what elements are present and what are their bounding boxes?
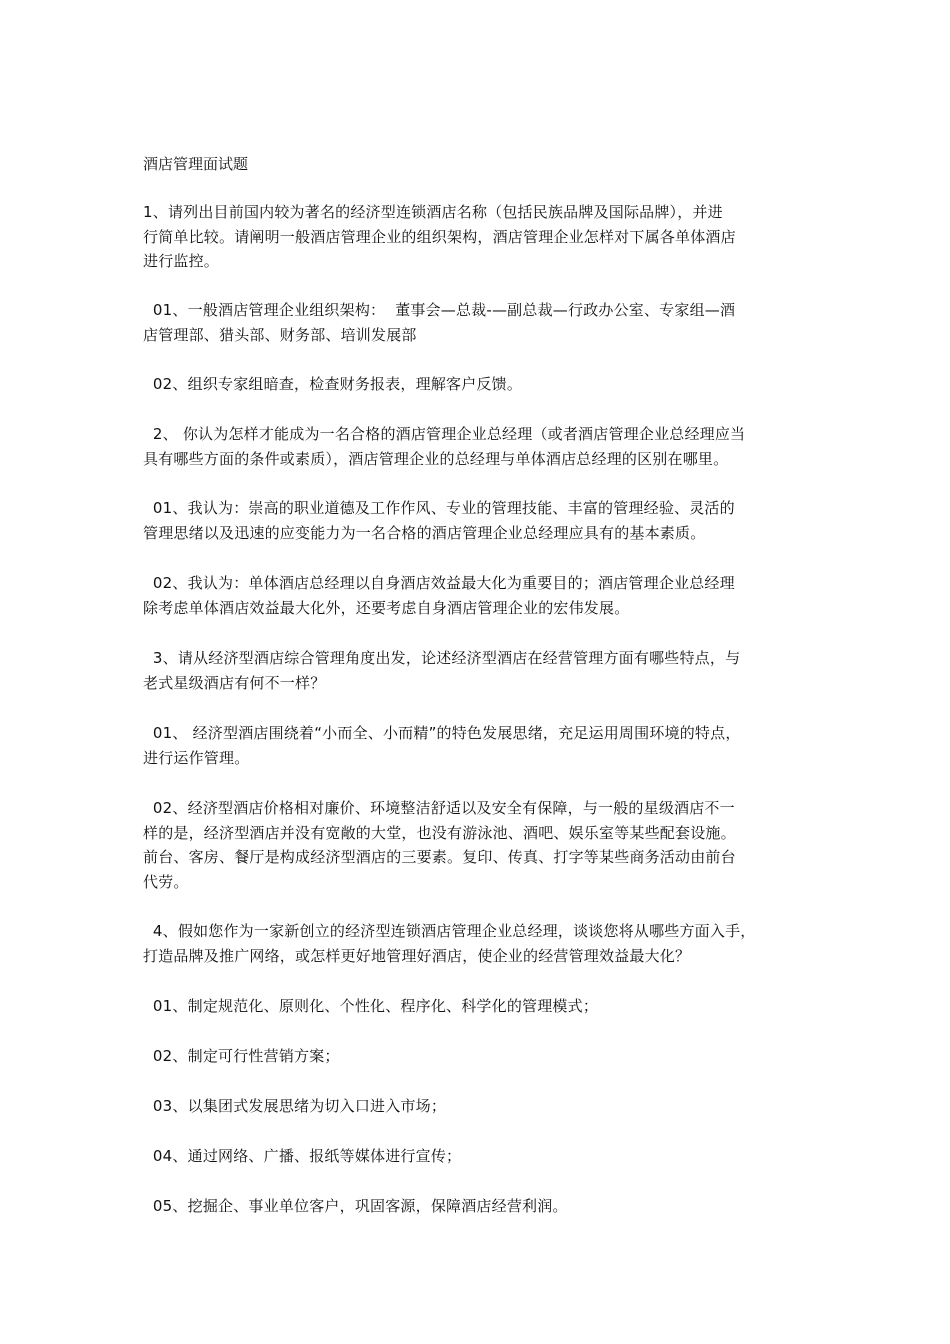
paragraph-line: 01、制定规范化、原则化、个性化、程序化、科学化的管理模式； <box>143 997 599 1015</box>
paragraph-line: 05、挖掘企、事业单位客户，巩固客源，保障酒店经营利润。 <box>143 1197 568 1215</box>
paragraph-line: 老式星级酒店有何不一样？ <box>143 673 326 692</box>
paragraph-line: 代劳。 <box>143 872 189 891</box>
paragraph-line: 03、以集团式发展思绪为切入口进入市场； <box>143 1097 447 1115</box>
answer-2-02 <box>143 571 813 620</box>
question-4 <box>143 919 813 968</box>
answer-4-03 <box>143 1094 813 1119</box>
answer-4-05 <box>143 1194 813 1219</box>
paragraph-line: 店管理部、猎头部、财务部、培训发展部 <box>143 325 417 344</box>
answer-1-02 <box>143 372 813 397</box>
paragraph-line: 02、我认为：单体酒店总经理以自身酒店效益最大化为重要目的；酒店管理企业总经理 <box>143 574 735 592</box>
paragraph-line: 进行运作管理。 <box>143 748 250 767</box>
paragraph-line: 打造品牌及推广网络，或怎样更好地管理好酒店，使企业的经营管理效益最大化？ <box>143 946 691 965</box>
question-1 <box>143 200 813 274</box>
answer-4-01 <box>143 994 813 1019</box>
answer-3-02 <box>143 796 813 894</box>
paragraph-line: 进行监控。 <box>143 252 220 270</box>
paragraph-line: 2、 你认为怎样才能成为一名合格的酒店管理企业总经理（或者酒店管理企业总经理应当 <box>143 425 746 443</box>
answer-1-01 <box>143 298 813 347</box>
paragraph-line: 01、一般酒店管理企业组织架构： 董事会—总裁-—副总裁—行政办公室、专家组—酒 <box>143 301 736 319</box>
paragraph-line: 除考虑单体酒店效益最大化外，还要考虑自身酒店管理企业的宏伟发展。 <box>143 598 630 617</box>
answer-2-01 <box>143 496 813 545</box>
paragraph-line: 4、假如您作为一家新创立的经济型连锁酒店管理企业总经理，谈谈您将从哪些方面入手， <box>143 922 756 940</box>
question-3 <box>143 646 813 695</box>
answer-4-02 <box>143 1044 813 1069</box>
paragraph-line: 02、制定可行性营销方案； <box>143 1047 340 1065</box>
paragraph-line: 行简单比较。请阐明一般酒店管理企业的组织架构，酒店管理企业怎样对下属各单体酒店 <box>143 227 736 246</box>
answer-3-01 <box>143 721 813 770</box>
paragraph-line: 02、经济型酒店价格相对廉价、环境整洁舒适以及安全有保障，与一般的星级酒店不一 <box>143 799 735 817</box>
paragraph-line: 01、我认为：崇高的职业道德及工作作风、专业的管理技能、丰富的管理经验、灵活的 <box>143 499 735 517</box>
paragraph-line: 02、组织专家组暗查，检查财务报表，理解客户反馈。 <box>143 375 523 393</box>
paragraph-line: 前台、客房、餐厅是构成经济型酒店的三要素。复印、传真、打字等某些商务活动由前台 <box>143 848 736 866</box>
paragraph-line: 具有哪些方面的条件或素质），酒店管理企业的总经理与单体酒店总经理的区别在哪里。 <box>143 449 729 468</box>
answer-4-04 <box>143 1144 813 1169</box>
paragraph-line: 1、请列出目前国内较为著名的经济型连锁酒店名称（包括民族品牌及国际品牌），并进 <box>143 203 723 221</box>
paragraph-line: 01、 经济型酒店围绕着“小而全、小而精”的特色发展思绪，充足运用周围环境的特点， <box>143 724 741 742</box>
paragraph-line: 04、通过网络、广播、报纸等媒体进行宣传； <box>143 1147 462 1165</box>
paragraph-line: 3、请从经济型酒店综合管理角度出发，论述经济型酒店在经营管理方面有哪些特点，与 <box>143 649 741 667</box>
question-2 <box>143 422 813 471</box>
paragraph-line: 样的是，经济型酒店并没有宽敞的大堂，也没有游泳池、酒吧、娱乐室等某些配套设施。 <box>143 823 736 842</box>
document-title: 酒店管理面试题 <box>143 155 249 173</box>
paragraph-line: 管理思绪以及迅速的应变能力为一名合格的酒店管理企业总经理应具有的基本素质。 <box>143 523 706 542</box>
